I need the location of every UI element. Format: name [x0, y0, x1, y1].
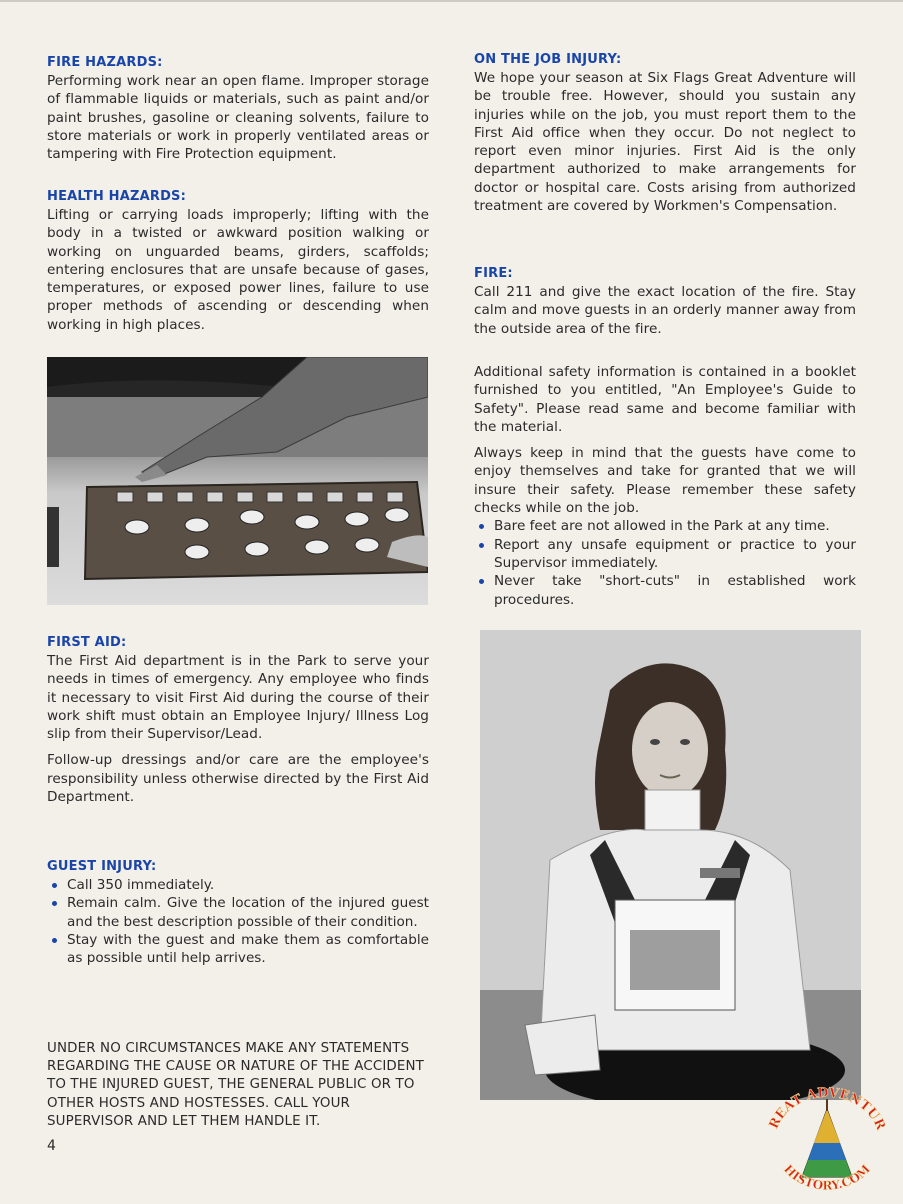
first-aid-section	[47, 634, 429, 814]
great-adventure-history-logo	[764, 1085, 890, 1200]
on-the-job-injury-section	[474, 51, 856, 215]
employee-illustration	[480, 630, 861, 1100]
guest-injury-section	[47, 858, 429, 967]
bullet-icon	[52, 883, 57, 888]
bullet-icon	[479, 543, 484, 548]
fire-hazards-section	[47, 54, 429, 163]
list-item-text: Remain calm. Give the location of the injured guest and the best description possible of their condition.	[67, 895, 429, 930]
fire-section	[474, 265, 856, 338]
bullet-icon	[52, 901, 57, 906]
page-number: 4	[47, 1138, 56, 1154]
bullet-icon	[52, 938, 57, 943]
keep-in-mind-text: Always keep in mind that the guests have come to enjoy themselves and take for granted that we will insure their safety. Please remember these safety checks while on the job.	[474, 445, 856, 517]
top-rule	[0, 0, 903, 2]
bullet-icon	[479, 524, 484, 529]
list-item	[474, 517, 856, 535]
guest-injury-list	[47, 876, 429, 967]
on-the-job-injury-text: We hope your season at Six Flags Great Adventure will be trouble free. However, should you sustain any injuries while on the job, you must report them to the First Aid office when they occur. Do not neglect to report even minor injuries. First Aid is the only department authorized to make arrangements for doctor or hospital care. Costs arising from authorized treatment are covered by Workmen's Compensation.	[474, 70, 856, 215]
list-item-text: Stay with the guest and make them as comfortable as possible until help arrives.	[67, 931, 429, 967]
health-hazards-section	[47, 188, 429, 334]
first-aid-text-1: The First Aid department is in the Park to serve your needs in times of emergency. Any employee who finds it necessary to visit First Aid during the course of their work shift must obtain an Employee Injury/ Illness Log slip from their Supervisor/Lead.	[47, 653, 429, 743]
fire-hazards-heading: FIRE HAZARDS:	[47, 55, 163, 70]
list-item	[47, 931, 429, 968]
list-item	[474, 572, 856, 609]
guest-injury-heading: GUEST INJURY:	[47, 859, 157, 874]
first-aid-heading: FIRST AID:	[47, 635, 127, 650]
logo-bottom-text: HISTORY.COM	[780, 1161, 874, 1193]
list-item-text: Never take "short-cuts" in established work procedures.	[494, 573, 856, 608]
control-panel-illustration	[47, 357, 428, 605]
list-item	[47, 894, 429, 931]
safety-checks-list	[474, 517, 856, 608]
health-hazards-heading: HEALTH HAZARDS:	[47, 189, 187, 204]
warning-text: UNDER NO CIRCUMSTANCES MAKE ANY STATEMENTS REGARDING THE CAUSE OR NATURE OF THE ACCIDENT TO THE INJURED GUEST, THE GENERAL PUBLIC OR TO OTHER HOSTS AND HOSTESSES. CALL YOUR SUPERVISOR AND LET THEM HANDLE IT.	[47, 1041, 425, 1129]
warning-section	[47, 1040, 429, 1131]
list-item-text: Bare feet are not allowed in the Park at any time.	[494, 518, 830, 535]
list-item	[474, 536, 856, 573]
logo-top-text: REAT ADVENTUR	[766, 1085, 888, 1133]
first-aid-text-2: Follow-up dressings and/or care are the employee's responsibility unless otherwise directed by the First Aid Department.	[47, 752, 429, 806]
additional-info-text: Additional safety information is contained in a booklet furnished to you entitled, "An Employee's Guide to Safety". Please read same and become familiar with the material.	[474, 364, 856, 435]
control-panel-photo	[47, 357, 428, 605]
list-item-text: Report any unsafe equipment or practice to your Supervisor immediately.	[494, 536, 856, 571]
on-the-job-injury-heading: ON THE JOB INJURY:	[474, 52, 622, 67]
bullet-icon	[479, 579, 484, 584]
list-item-text: Call 350 immediately.	[67, 877, 215, 893]
fire-hazards-text: Performing work near an open flame. Improper storage of flammable liquids or materials, such as paint and/or paint brushes, gasoline or cleaning solvents, failure to store materials or work in properly ventilated areas or tampering with Fire Protection equipment.	[47, 73, 429, 163]
employee-photo	[480, 630, 861, 1100]
health-hazards-text: Lifting or carrying loads improperly; lifting with the body in a twisted or awkward position walking or working on unguarded beams, girders, scaffolds; entering enclosures that are unsafe because of gases, temperatures, or exposed power lines, failure to use proper methods of ascending or descending when working in high places.	[47, 207, 429, 333]
safety-info-section	[474, 363, 856, 609]
list-item	[47, 876, 429, 894]
fire-text: Call 211 and give the exact location of the fire. Stay calm and move guests in an orderly manner away from the outside area of the fire.	[474, 284, 856, 337]
fire-heading: FIRE:	[474, 266, 513, 281]
